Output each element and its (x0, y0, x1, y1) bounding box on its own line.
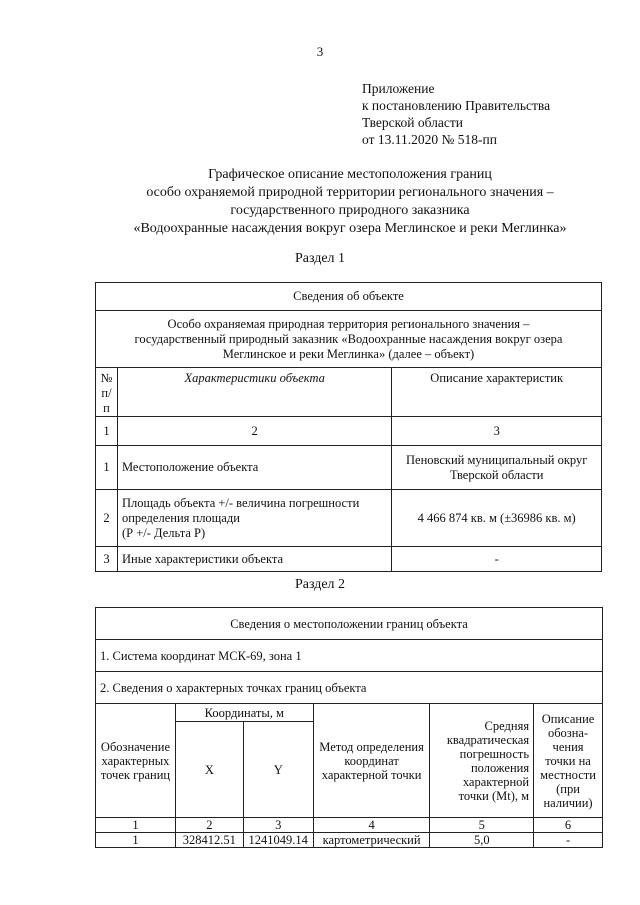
row-value: Пеновский муниципальный округ Тверской области (392, 446, 602, 490)
col-number: 5 (430, 818, 534, 833)
coordinate-system: 1. Система координат МСК-69, зона 1 (96, 640, 603, 672)
object-description (96, 311, 602, 368)
table-row (96, 446, 602, 490)
appendix-line: Тверской области (362, 115, 463, 130)
row-num: 1 (96, 446, 118, 490)
title-line: особо охраняемой природной территории регионального значения – (146, 185, 554, 200)
col-number: 6 (534, 818, 603, 833)
row-num: 3 (96, 547, 118, 572)
appendix-line: к постановлению Правительства (362, 98, 551, 113)
row-num: 2 (96, 490, 118, 547)
appendix-line: Приложение (362, 81, 435, 96)
table-title: Сведения о местоположении границ объекта (96, 608, 603, 640)
row-name-line: (Р +/- Дельта Р) (121, 525, 206, 540)
section1-heading: Раздел 1 (294, 251, 346, 266)
document-title (60, 166, 640, 238)
row-name: Местоположение объекта (117, 446, 391, 490)
object-description-line: Меглинское и реки Меглинка» (далее – объект) (222, 346, 475, 361)
col-number: 4 (313, 818, 430, 833)
col-number: 2 (175, 818, 243, 833)
header-y: Y (243, 722, 313, 818)
table-row (96, 547, 602, 572)
header-error-line: точки (Mt), м (458, 788, 530, 803)
col-number: 1 (96, 417, 118, 446)
header-num: № п/п (96, 368, 118, 417)
points-title: 2. Сведения о характерных точках границ объекта (96, 672, 603, 704)
point-error: 5,0 (430, 833, 534, 848)
table-row (96, 833, 603, 848)
point-id: 1 (96, 833, 176, 848)
object-description-line: Особо охраняемая природная территория регионального значения – (167, 316, 530, 331)
appendix-block (362, 80, 550, 148)
header-coordinates: Координаты, м (175, 704, 313, 722)
header-description: Описание характеристик (392, 368, 602, 417)
row-name-line: Площадь объекта +/- величина погрешности (121, 495, 360, 510)
col-number: 1 (96, 818, 176, 833)
boundary-points-table (95, 607, 603, 848)
object-info-table (95, 282, 602, 572)
header-designation: Обозначение характерных точек границ (96, 704, 176, 818)
point-description: - (534, 833, 603, 848)
col-number: 2 (117, 417, 391, 446)
table-title: Сведения об объекте (96, 283, 602, 311)
section2-heading: Раздел 2 (294, 577, 346, 592)
header-method: Метод определения координат характерной точки (313, 704, 430, 818)
header-characteristic: Характеристики объекта (117, 368, 391, 417)
col-number: 3 (243, 818, 313, 833)
table-row (96, 490, 602, 547)
point-method: картометрический (313, 833, 430, 848)
row-name-line: определения площади (121, 510, 240, 525)
coordinate-x: 328412.51 (175, 833, 243, 848)
page-number: 3 (316, 44, 324, 59)
header-location: Описание обозна-чения точки на местности (при наличии) (534, 704, 603, 818)
header-error-line: Средняя квадратическая погрешность положения характерной (446, 718, 530, 789)
row-name: Иные характеристики объекта (117, 547, 391, 572)
row-value: - (392, 547, 602, 572)
row-value: 4 466 874 кв. м (±36986 кв. м) (392, 490, 602, 547)
header-x: X (175, 722, 243, 818)
title-line: «Водоохранные насаждения вокруг озера Меглинское и реки Меглинка» (133, 221, 567, 236)
col-number: 3 (392, 417, 602, 446)
title-line: государственного природного заказника (230, 203, 470, 218)
appendix-line: от 13.11.2020 № 518-пп (362, 132, 497, 147)
row-name (117, 490, 391, 547)
object-description-line: государственный природный заказник «Водоохранные насаждения вокруг озера (134, 331, 563, 346)
title-line: Графическое описание местоположения границ (208, 167, 492, 182)
header-error (430, 704, 534, 818)
coordinate-y: 1241049.14 (243, 833, 313, 848)
